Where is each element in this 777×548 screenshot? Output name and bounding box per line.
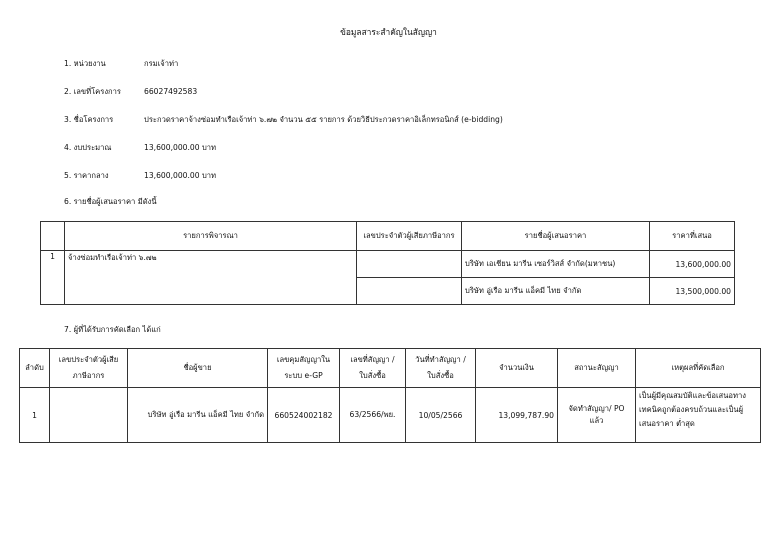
bidder-name-cell: บริษัท เอเชียน มารีน เซอร์วิสส์ จำกัด(มหาชน) <box>462 251 650 278</box>
price-cell: 13,600,000.00 <box>650 251 735 278</box>
field-agency <box>64 58 178 70</box>
tax-id-cell <box>357 278 462 305</box>
egp-number-cell: 660524002182 <box>268 388 340 443</box>
price-cell: 13,500,000.00 <box>650 278 735 305</box>
table-header-row <box>41 222 735 251</box>
item-number: 1 <box>41 251 65 305</box>
bidder-name-cell: บริษัท อู่เรือ มารีน แอ็คมี ไทย จำกัด <box>462 278 650 305</box>
header-tax-id: เลขประจำตัวผู้เสียภาษีอากร <box>357 222 462 251</box>
field-project-number <box>64 86 197 98</box>
reason-cell: เป็นผู้มีคุณสมบัติและข้อเสนอทางเทคนิคถูกต้องครบถ้วนและเป็นผู้เสนอราคา ต่ำสุด <box>636 388 761 443</box>
header-price: ราคาที่เสนอ <box>650 222 735 251</box>
field-label: 3. ชื่อโครงการ <box>64 115 114 124</box>
field-label: 1. หน่วยงาน <box>64 59 106 68</box>
header-amount: จำนวนเงิน <box>476 349 558 388</box>
field-value: 13,600,000.00 บาท <box>144 143 217 152</box>
table-header-row <box>20 349 761 388</box>
header-egp-number: เลขคุมสัญญาในระบบ e-GP <box>268 349 340 388</box>
page-title: ข้อมูลสาระสำคัญในสัญญา <box>340 27 437 37</box>
header-bidder-name: รายชื่อผู้เสนอราคา <box>462 222 650 251</box>
field-median-price <box>64 170 216 182</box>
field-value: ประกวดราคาจ้างซ่อมทำเรือเจ้าท่า ๖.๗๒ จำนวน ๕๕ รายการ ด้วยวิธีประกวดราคาอิเล็กทรอนิกส์ (e-bidding) <box>144 115 503 124</box>
contract-date-cell: 10/05/2566 <box>406 388 476 443</box>
header-vendor: ชื่อผู้ขาย <box>128 349 268 388</box>
order-cell: 1 <box>20 388 50 443</box>
item-name: จ้างซ่อมทำเรือเจ้าท่า ๖.๗๒ <box>65 251 357 305</box>
tax-id-cell <box>357 251 462 278</box>
header-contract-date: วันที่ทำสัญญา / ใบสั่งซื้อ <box>406 349 476 388</box>
header-spacer <box>41 222 65 251</box>
table-row <box>41 251 735 278</box>
field-project-name <box>64 114 503 126</box>
status-cell: จัดทำสัญญา/ PO แล้ว <box>558 388 636 443</box>
field-value: 13,600,000.00 บาท <box>144 171 217 180</box>
bidders-table <box>40 221 735 305</box>
section-7-heading: 7. ผู้ที่ได้รับการคัดเลือก ได้แก่ <box>64 325 161 334</box>
header-order: ลำดับ <box>20 349 50 388</box>
field-value: กรมเจ้าท่า <box>144 59 179 68</box>
contract-number-cell: 63/2566/พย. <box>340 388 406 443</box>
header-tax-id: เลขประจำตัวผู้เสียภาษีอากร <box>50 349 128 388</box>
amount-cell: 13,099,787.90 <box>476 388 558 443</box>
header-status: สถานะสัญญา <box>558 349 636 388</box>
field-value: 66027492583 <box>144 87 198 96</box>
field-label: 2. เลขที่โครงการ <box>64 87 121 96</box>
winner-table <box>19 348 761 443</box>
tax-id-cell <box>50 388 128 443</box>
vendor-cell: บริษัท อู่เรือ มารีน แอ็คมี ไทย จำกัด <box>128 388 268 443</box>
header-reason: เหตุผลที่คัดเลือก <box>636 349 761 388</box>
header-contract-number: เลขที่สัญญา / ใบสั่งซื้อ <box>340 349 406 388</box>
table-row <box>20 388 761 443</box>
field-label: 4. งบประมาณ <box>64 143 112 152</box>
field-label: 5. ราคากลาง <box>64 171 109 180</box>
field-budget <box>64 142 216 154</box>
header-item: รายการพิจารณา <box>65 222 357 251</box>
section-6-heading: 6. รายชื่อผู้เสนอราคา มีดังนี้ <box>64 197 157 206</box>
